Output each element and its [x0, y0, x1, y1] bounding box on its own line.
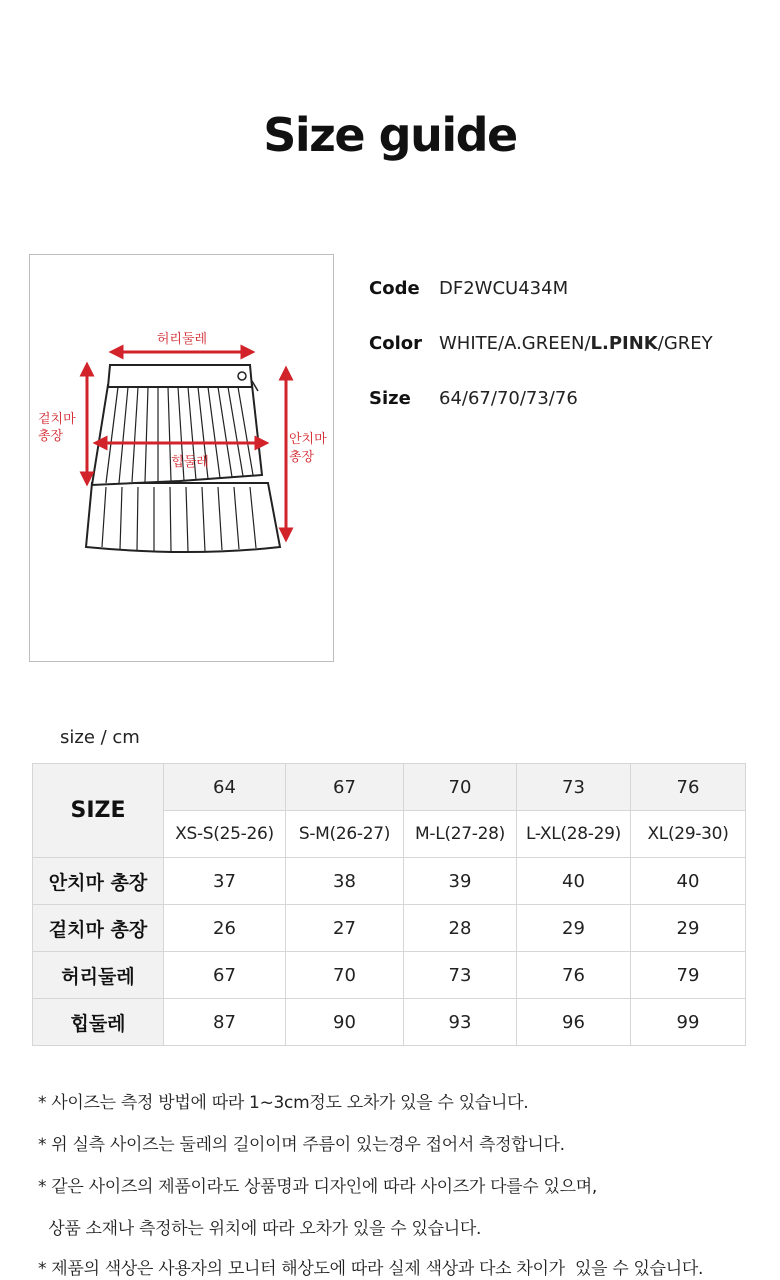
table-cell: 79 — [631, 952, 746, 999]
waist-label: 허리둘레 — [156, 332, 208, 347]
size-cell: 67 — [286, 764, 404, 811]
table-cell: 37 — [164, 858, 286, 905]
row-label: 허리둘레 — [33, 952, 164, 999]
size-label: Size — [369, 388, 411, 409]
table-cell: 38 — [286, 858, 404, 905]
color-value-highlight: L.PINK — [590, 333, 658, 354]
color-label: Color — [369, 333, 422, 354]
size-table — [32, 763, 746, 1046]
code-label: Code — [369, 278, 420, 299]
table-row — [33, 905, 746, 952]
skirt-waistband — [108, 365, 252, 387]
table-cell: 76 — [517, 952, 631, 999]
table-cell: 39 — [404, 858, 517, 905]
range-cell: M-L(27-28) — [404, 811, 517, 858]
skirt-illustration — [29, 254, 334, 662]
table-row — [33, 999, 746, 1046]
size-cell: 73 — [517, 764, 631, 811]
outer-length-label-1: 겉치마 — [38, 412, 76, 427]
table-cell: 87 — [164, 999, 286, 1046]
table-cell: 93 — [404, 999, 517, 1046]
range-cell: S-M(26-27) — [286, 811, 404, 858]
table-row-sizes — [33, 764, 746, 811]
table-cell: 29 — [631, 905, 746, 952]
color-value — [439, 333, 713, 354]
row-label: 안치마 총장 — [33, 858, 164, 905]
table-cell: 96 — [517, 999, 631, 1046]
table-cell: 28 — [404, 905, 517, 952]
color-value-prefix: WHITE/A.GREEN/ — [439, 333, 591, 354]
note-line: * 같은 사이즈의 제품이라도 상품명과 디자인에 따라 사이즈가 다를수 있으며, — [38, 1177, 598, 1197]
note-line: 상품 소재나 측정하는 위치에 따라 오차가 있을 수 있습니다. — [38, 1219, 482, 1239]
row-label: 힙둘레 — [33, 999, 164, 1046]
outer-length-label-2: 총장 — [38, 429, 64, 444]
table-row — [33, 858, 746, 905]
table-cell: 40 — [517, 858, 631, 905]
table-cell: 27 — [286, 905, 404, 952]
inner-length-label-2: 총장 — [289, 450, 315, 465]
size-cell: 70 — [404, 764, 517, 811]
size-cell: 64 — [164, 764, 286, 811]
range-cell: L-XL(28-29) — [517, 811, 631, 858]
skirt-button — [238, 372, 246, 380]
unit-label: size / cm — [60, 727, 140, 748]
color-value-suffix: /GREY — [657, 333, 713, 354]
size-header: SIZE — [33, 764, 164, 858]
note-line: * 사이즈는 측정 방법에 따라 1~3cm정도 오차가 있을 수 있습니다. — [38, 1093, 529, 1113]
range-cell: XS-S(25-26) — [164, 811, 286, 858]
size-value: 64/67/70/73/76 — [439, 388, 578, 409]
table-cell: 99 — [631, 999, 746, 1046]
table-cell: 67 — [164, 952, 286, 999]
skirt-diagram — [30, 255, 335, 663]
table-cell: 29 — [517, 905, 631, 952]
note-line: * 제품의 색상은 사용자의 모니터 해상도에 따라 실제 색상과 다소 차이가 있을 수 있습니다. — [38, 1259, 704, 1279]
table-cell: 73 — [404, 952, 517, 999]
table-row — [33, 952, 746, 999]
page-title: Size guide — [263, 108, 517, 162]
table-cell: 70 — [286, 952, 404, 999]
table-cell: 90 — [286, 999, 404, 1046]
table-cell: 40 — [631, 858, 746, 905]
hip-label: 힙둘레 — [171, 455, 209, 470]
note-line: * 위 실측 사이즈는 둘레의 길이이며 주름이 있는경우 접어서 측정합니다. — [38, 1135, 565, 1155]
table-cell: 26 — [164, 905, 286, 952]
range-cell: XL(29-30) — [631, 811, 746, 858]
row-label: 겉치마 총장 — [33, 905, 164, 952]
size-cell: 76 — [631, 764, 746, 811]
inner-length-label-1: 안치마 — [289, 432, 327, 447]
code-value: DF2WCU434M — [439, 278, 569, 299]
